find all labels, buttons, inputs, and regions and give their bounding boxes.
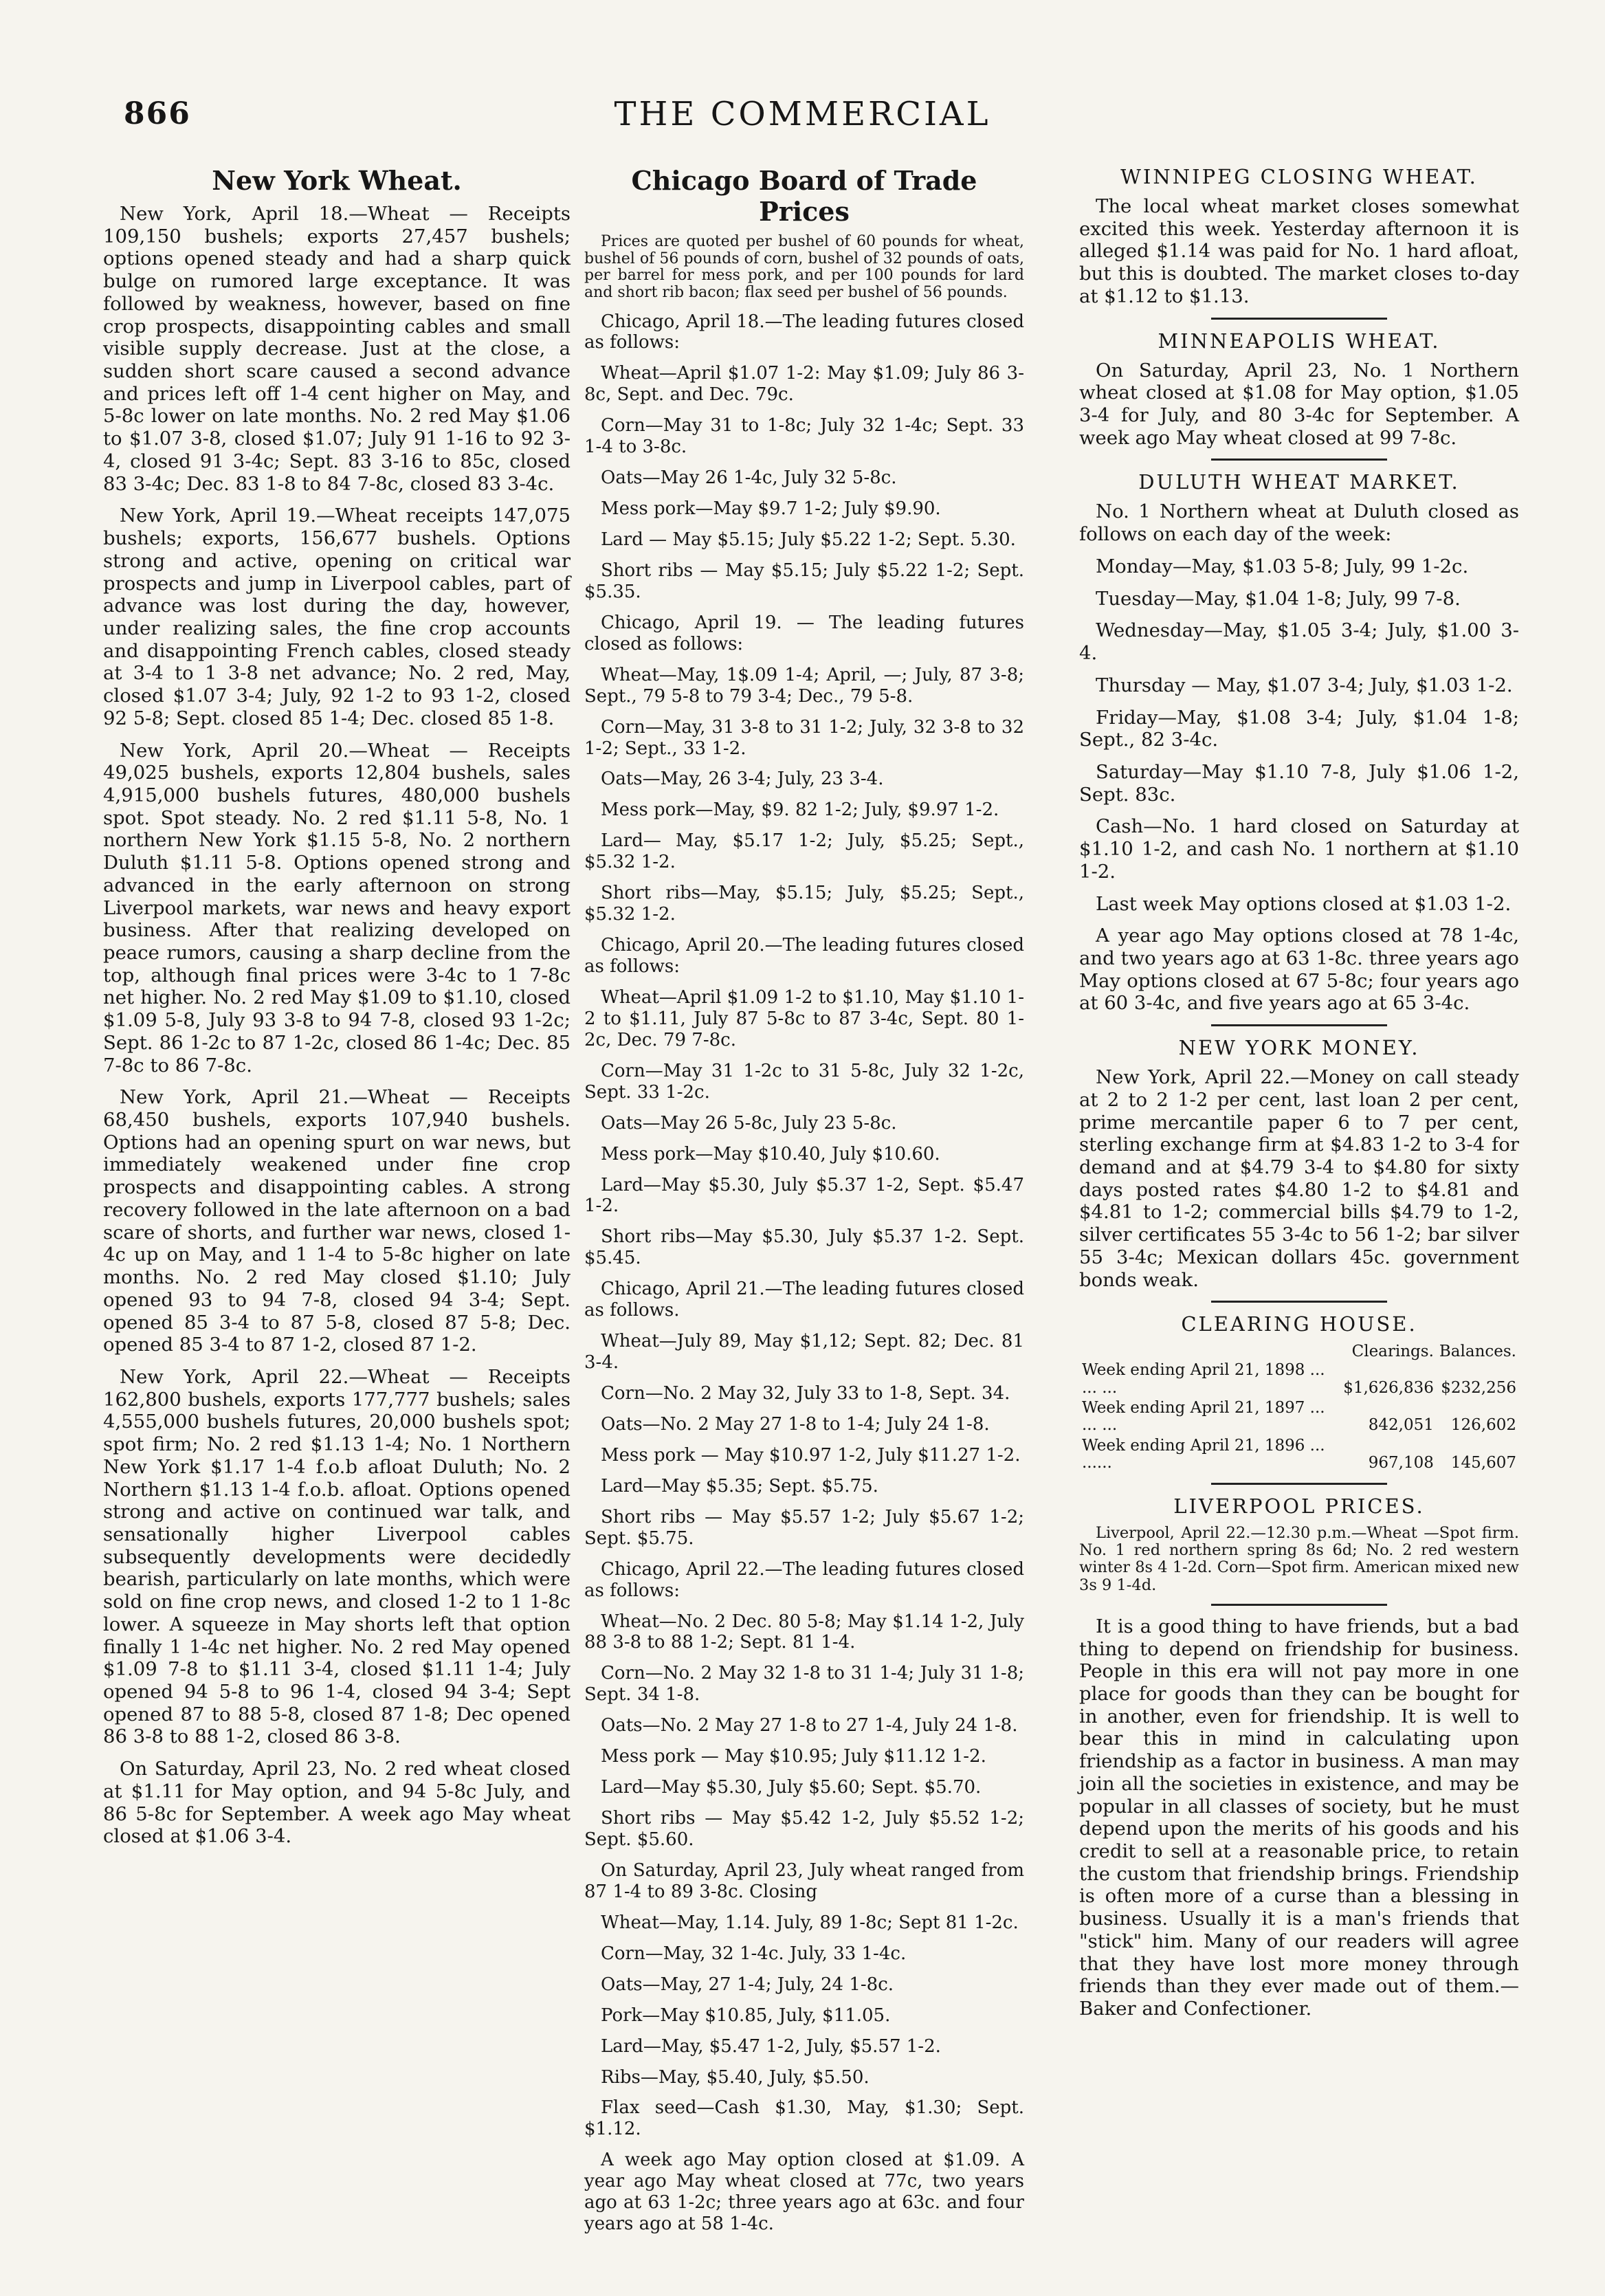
quote-paragraph: Oats—May, 26 3-4; July, 23 3-4. — [601, 769, 884, 790]
quote-paragraph: Wheat—No. 2 Dec. 80 5-8; May $1.14 1-2, July 88 3-8 to 88 1-2; Sept. 81 1-4. — [584, 1611, 1024, 1653]
quote-paragraph: Short ribs — May $5.15; July $5.22 1-2; Sept. $5.35. — [584, 560, 1024, 602]
column-header: Balances. — [1439, 1343, 1516, 1361]
quote-paragraph: Corn—May 31 to 1-8c; July 32 1-4c; Sept. 33 1-4 to 3-8c. — [584, 415, 1024, 458]
quote-paragraph: Corn—May 31 1-2c to 31 5-8c, July 32 1-2c, Sept. 33 1-2c. — [584, 1060, 1024, 1103]
column-chicago-board — [584, 165, 1024, 2244]
article-paragraph: The local wheat market closes somewhat excited this week. Yesterday afternoon it is alleged $1.14 was paid for No. 1 hard afloat, but this is doubted. The market closes to-day at $1.12 to $1.13. — [1079, 195, 1519, 307]
quote-paragraph: Friday—May, $1.08 3-4; July, $1.04 1-8; Sept., 82 3-4c. — [1079, 706, 1519, 751]
page-number: 866 — [124, 96, 191, 131]
section-heading: DULUTH WHEAT MARKET. — [1138, 470, 1460, 494]
quote-paragraph: Mess pork—May $10.40, July $10.60. — [601, 1143, 940, 1164]
quote-paragraph: On Saturday, April 23, July wheat ranged from 87 1-4 to 89 3-8c. Closing — [584, 1859, 1024, 1902]
table-cell-balances: $232,256 — [1441, 1378, 1516, 1397]
article-paragraph: New York, April 19.—Wheat receipts 147,075 bushels; exports, 156,677 bushels. Options strong and active, opening on critical war prospects and jump in Liverpool cables, part of advance was lost during the day, however, under realizing sales, the fine crop accounts and disappointing French cables, closed steady at 3-4 to 1 3-8 net advance; No. 2 red, May, closed $1.07 3-4; July, 92 1-2 to 93 1-2, closed 92 5-8; Sept. closed 85 1-4; Dec. closed 85 1-8. — [103, 505, 571, 729]
quote-paragraph: Corn—No. 2 May 32 1-8 to 31 1-4; July 31 1-8; Sept. 34 1-8. — [584, 1663, 1024, 1706]
section-heading: CLEARING HOUSE. — [1181, 1312, 1417, 1336]
quote-paragraph: Corn—May, 31 3-8 to 31 1-2; July, 32 3-8 to 32 1-2; Sept., 33 1-2. — [584, 716, 1024, 759]
divider — [1211, 459, 1387, 461]
quote-paragraph: Saturday—May $1.10 7-8, July $1.06 1-2, Sept. 83c. — [1079, 760, 1519, 806]
quote-paragraph: Short ribs — May $5.42 1-2, July $5.52 1-2; Sept. $5.60. — [584, 1808, 1024, 1850]
quote-paragraph: Oats—No. 2 May 27 1-8 to 27 1-4, July 24 1-8. — [601, 1715, 1018, 1736]
quote-paragraph: Short ribs—May, $5.15; July, $5.25; Sept., $5.32 1-2. — [584, 883, 1024, 925]
quote-paragraph: Monday—May, $1.03 5-8; July, 99 1-2c. — [1096, 555, 1469, 577]
table-cell-label: Week ending April 21, 1898 ... ... ... — [1082, 1361, 1325, 1397]
table-cell-label: Week ending April 21, 1897 ... ... ... — [1082, 1398, 1325, 1435]
quote-paragraph: Short ribs—May $5.30, July $5.37 1-2. Sept. $5.45. — [584, 1226, 1024, 1269]
quote-paragraph: Chicago, April 18.—The leading futures closed as follows: — [584, 311, 1024, 353]
section-heading: NEW YORK MONEY. — [1178, 1036, 1420, 1060]
table-cell-clearings: 967,108 — [1368, 1453, 1434, 1472]
quote-paragraph: Mess pork—May, $9. 82 1-2; July, $9.97 1-2. — [601, 799, 999, 821]
divider — [1211, 318, 1387, 320]
quote-paragraph: Corn—No. 2 May 32, July 33 to 1-8, Sept. 34. — [601, 1383, 1010, 1404]
article-paragraph: New York, April 20.—Wheat — Receipts 49,025 bushels, exports 12,804 bushels, sales 4,915,000 bushels futures, 480,000 bushels spot. Spot steady. No. 2 red $1.11 5-8, No. 1 northern New York $1.15 5-8, No. 2 northern Duluth $1.11 5-8. Options opened strong and advanced in the early afternoon on strong Liverpool markets, war news and heavy export business. After that realizing developed on peace rumors, causing a sharp decline from the top, although final prices were 3-4c to 1 7-8c net higher. No. 2 red May $1.09 to $1.10, closed $1.09 5-8, July 93 3-8 to 94 7-8, closed 93 1-2c; Sept. 86 1-2c to 87 1-2c, closed 86 1-4c; Dec. 85 7-8c to 86 7-8c. — [103, 739, 571, 1077]
clearing-house-table — [1079, 1343, 1519, 1473]
table-cell-balances: 126,602 — [1450, 1416, 1516, 1435]
table-row — [1079, 1398, 1519, 1436]
quote-paragraph: Thursday — May, $1.07 3-4; July, $1.03 1-2. — [1096, 674, 1513, 696]
quote-paragraph: Last week May options closed at $1.03 1-2. — [1096, 892, 1512, 915]
chicago-quotes — [584, 311, 1024, 2236]
quote-paragraph: Wheat—May, 1$.09 1-4; April, —; July, 87 3-8; Sept., 79 5-8 to 79 3-4; Dec., 79 5-8. — [584, 664, 1024, 707]
table-cell-clearings: 842,051 — [1368, 1416, 1434, 1435]
quote-paragraph: Oats—May 26 1-4c, July 32 5-8c. — [601, 467, 897, 489]
quote-paragraph: Chicago, April 21.—The leading futures closed as follows. — [584, 1279, 1024, 1321]
quote-paragraph: Chicago, April 19. — The leading futures closed as follows: — [584, 612, 1024, 654]
essay-paragraph: It is a good thing to have friends, but a bad thing to depend on friendship for business. People in this era will not pay more in one place for goods than they can be bought for in another, even for friendship. It is well to bear this in mind in calculating upon friendship as a factor in business. A man may join all the societies in existence, and may be popular in all classes of society, but he must depend upon the merits of his goods and his credit to sell at a reasonable price, to retain the custom that friendship brings. Friendship is often more of a curse than a blessing in business. Usually it is a man's friends that "stick" him. Many of our readers will agree that they have lost more money through friends than they ever made out of them.—Baker and Confectioner. — [1079, 1615, 1519, 2020]
article-paragraph: On Saturday, April 23, No. 2 red wheat closed at $1.11 for May option, and 94 5-8c July, and 86 5-8c for September. A week ago May wheat closed at $1.06 3-4. — [103, 1758, 571, 1848]
column-header: Clearings. — [1351, 1343, 1434, 1361]
quote-paragraph: Chicago, April 20.—The leading futures closed as follows: — [584, 935, 1024, 977]
article-paragraph: New York, April 22.—Wheat — Receipts 162,800 bushels, exports 177,777 bushels; sales 4,555,000 bushels futures, 20,000 bushels spot; spot firm; No. 2 red $1.13 1-4; No. 1 Northern New York $1.17 1-4 f.o.b afloat Duluth; No. 2 Northern $1.13 1-4 f.o.b. afloat. Options opened strong and active on continued war talk, and sensationally higher Liverpool cables subsequently developments were decidedly bearish, particularly on late months, which were sold on fine crop news, and closed 1-2 to 1 1-8c lower. A squeeze in May shorts left that option finally 1 1-4c net higher. No. 2 red May opened $1.09 7-8 to $1.11 3-4, closed $1.11 1-4; July opened 94 5-8 to 96 1-4, closed 94 3-4; Sept opened 87 to 88 5-8, closed 87 1-8; Dec opened 86 3-8 to 88 1-2, closed 86 3-8. — [103, 1365, 571, 1748]
table-cell-clearings: $1,626,836 — [1343, 1378, 1434, 1397]
divider — [1211, 1301, 1387, 1303]
quote-paragraph: Lard—May, $5.47 1-2, July, $5.57 1-2. — [601, 2035, 941, 2057]
quote-paragraph: Wednesday—May, $1.05 3-4; July, $1.00 3-4. — [1079, 619, 1519, 665]
table-cell-balances: 145,607 — [1450, 1453, 1516, 1472]
quote-paragraph: Ribs—May, $5.40, July, $5.50. — [601, 2066, 870, 2088]
quote-paragraph: Tuesday—May, $1.04 1-8; July, 99 7-8. — [1096, 587, 1461, 610]
intro-paragraph: Prices are quoted per bushel of 60 pounds for wheat, bushel of 56 pounds of corn, bushel of 32 pounds of oats, per barrel for mess pork, and per 100 pounds for lard and short rib bacon; flax seed per bushel of 56 pounds. — [584, 233, 1024, 301]
quote-paragraph: Pork—May $10.85, July, $11.05. — [601, 2005, 891, 2026]
quote-paragraph: Mess pork — May $10.95; July $11.12 1-2. — [601, 1746, 986, 1767]
divider — [1211, 1483, 1387, 1485]
quote-paragraph: Lard—May $5.35; Sept. $5.75. — [601, 1475, 878, 1497]
column-new-york-wheat — [103, 165, 571, 1857]
quote-paragraph: Short ribs — May $5.57 1-2; July $5.67 1-2; Sept. $5.75. — [584, 1506, 1024, 1549]
table-row — [1079, 1360, 1519, 1398]
quote-paragraph: Wheat—April $1.07 1-2: May $1.09; July 86 3-8c, Sept. and Dec. 79c. — [584, 363, 1024, 406]
article-paragraph: New York, April 21.—Wheat — Receipts 68,450 bushels, exports 107,940 bushels. Options had an opening spurt on war news, but immediately weakened under fine crop prospects and disappointing cables. A strong recovery followed in the late afternoon on a bad scare of shorts, and further war news, closed 1-4c up on May, and 1 1-4 to 5-8c higher on late months. No. 2 red May closed $1.10; July opened 93 to 94 7-8, closed 94 3-4; Sept. opened 85 3-4 to 87 5-8, closed 87 5-8; Dec. opened 85 3-4 to 87 1-2, closed 87 1-2. — [103, 1086, 571, 1356]
article-paragraph: New York, April 18.—Wheat — Receipts 109,150 bushels; exports 27,457 bushels; options opened steady and had a sharp quick bulge on rumored large exceptance. It was followed by weakness, however, based on fine crop prospects, disappointing cables and small visible supply decrease. Just at the close, a sudden short scare caused a second advance and prices left off 1-4 cent higher on May, and 5-8c lower on late months. No. 2 red May $1.06 to $1.07 3-8, closed $1.07; July 91 1-16 to 92 3-4, closed 91 3-4c; Sept. 83 3-16 to 85c, closed 83 3-4c; Dec. 83 1-8 to 84 7-8c, closed 83 3-4c. — [103, 203, 571, 495]
table-cell-label: Week ending April 21, 1896 ... ...... — [1082, 1436, 1325, 1472]
quote-paragraph: Lard— May, $5.17 1-2; July, $5.25; Sept., $5.32 1-2. — [584, 830, 1024, 873]
section-heading: New York Wheat. — [212, 165, 462, 196]
quote-paragraph: Lard—May $5.30, July $5.37 1-2, Sept. $5.47 1-2. — [584, 1174, 1024, 1217]
quote-paragraph: Mess pork — May $10.97 1-2, July $11.27 1-2. — [601, 1444, 1021, 1466]
quote-paragraph: Lard — May $5.15; July $5.22 1-2; Sept. 5.30. — [601, 529, 1016, 550]
section-heading: Chicago Board of Trade Prices — [631, 165, 977, 227]
duluth-quotes — [1079, 500, 1519, 1015]
quote-paragraph: A week ago May option closed at $1.09. A year ago May wheat closed at 77c, two years ago at 63 1-2c; three years ago at 63c. and four years ago at 58 1-4c. — [584, 2150, 1024, 2235]
masthead-title: THE COMMERCIAL — [614, 95, 991, 133]
section-heading: LIVERPOOL PRICES. — [1173, 1494, 1425, 1519]
divider — [1211, 1024, 1387, 1026]
quote-paragraph: Oats—May 26 5-8c, July 23 5-8c. — [601, 1112, 897, 1134]
quote-paragraph: Oats—No. 2 May 27 1-8 to 1-4; July 24 1-8. — [601, 1413, 990, 1435]
table-header-spacer — [1079, 1343, 1340, 1360]
quote-paragraph: Corn—May, 32 1-4c. July, 33 1-4c. — [601, 1943, 907, 1964]
column-markets — [1079, 165, 1519, 2030]
quote-paragraph: Chicago, April 22.—The leading futures closed as follows: — [584, 1558, 1024, 1601]
quote-paragraph: Mess pork—May $9.7 1-2; July $9.90. — [601, 498, 941, 520]
article-paragraph: Liverpool, April 22.—12.30 p.m.—Wheat —Spot firm. No. 1 red northern spring 8s 6d; No. 2 red western winter 8s 4 1-2d. Corn—Spot firm. American mixed new 3s 9 1-4d. — [1079, 1524, 1519, 1594]
quote-paragraph: Wheat—April $1.09 1-2 to $1.10, May $1.10 1-2 to $1.11, July 87 5-8c to 87 3-4c, Sept. 80 1-2c, Dec. 79 7-8c. — [584, 986, 1024, 1050]
section-heading: WINNIPEG CLOSING WHEAT. — [1120, 165, 1478, 188]
quote-paragraph: A year ago May options closed at 78 1-4c, and two years ago at 63 1-8c. three years ago May options closed at 67 5-8c; four years ago at 60 3-4c, and five years ago at 65 3-4c. — [1079, 925, 1519, 1015]
divider — [1211, 1604, 1387, 1606]
quote-paragraph: Lard—May $5.30, July $5.60; Sept. $5.70. — [601, 1777, 982, 1798]
quote-paragraph: Oats—May, 27 1-4; July, 24 1-8c. — [601, 1974, 894, 1995]
section-heading: MINNEAPOLIS WHEAT. — [1158, 329, 1441, 353]
quote-paragraph: Wheat—May, 1.14. July, 89 1-8c; Sept 81 1-2c. — [601, 1912, 1019, 1933]
quote-paragraph: Wheat—July 89, May $1,12; Sept. 82; Dec. 81 3-4. — [584, 1331, 1024, 1373]
quote-paragraph: Cash—No. 1 hard closed on Saturday at $1.10 1-2, and cash No. 1 northern at $1.10 1-2. — [1079, 815, 1519, 883]
article-paragraph: On Saturday, April 23, No. 1 Northern wheat closed at $1.08 for May option, $1.05 3-4 for July, and 80 3-4c for September. A week ago May wheat closed at 99 7-8c. — [1079, 359, 1519, 449]
article-paragraph: New York, April 22.—Money on call steady at 2 to 2 1-2 per cent, last loan 2 per cent, prime mercantile paper 6 to 7 per cent, sterling exchange firm at $4.83 1-2 to 3-4 for demand and at $4.79 3-4 to $4.80 for sixty days posted rates $4.80 1-2 to $4.81 and $4.81 to 1-2; commercial bills $4.79 to 1-2, silver certificates 55 3-4c to 56 1-2; bar silver 55 3-4c; Mexican dollars 45c. government bonds weak. — [1079, 1066, 1519, 1291]
quote-paragraph: Flax seed—Cash $1.30, May, $1.30; Sept. $1.12. — [584, 2097, 1024, 2140]
quote-paragraph: No. 1 Northern wheat at Duluth closed as follows on each day of the week: — [1079, 500, 1519, 546]
table-row — [1079, 1436, 1519, 1474]
